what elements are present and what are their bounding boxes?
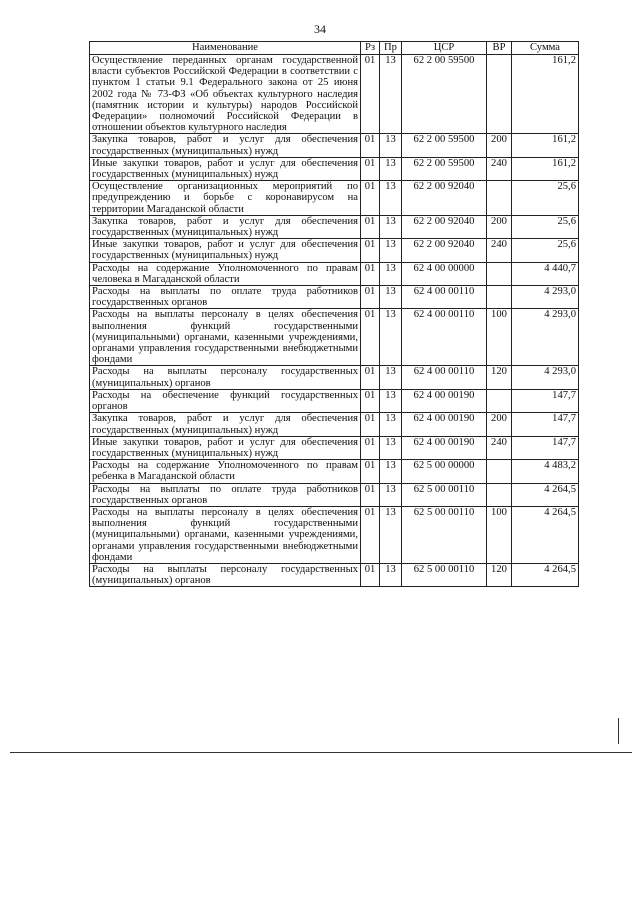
row-name-cell: Расходы на выплаты по оплате труда работников государственных органов xyxy=(90,483,361,506)
row-pr-cell: 13 xyxy=(380,460,402,483)
table-row xyxy=(90,134,579,157)
row-name-cell: Расходы на выплаты по оплате труда работников государственных органов xyxy=(90,286,361,309)
row-pr-cell: 13 xyxy=(380,55,402,134)
row-csr-cell: 62 4 00 00190 xyxy=(402,413,487,436)
row-csr-cell: 62 5 00 00110 xyxy=(402,506,487,563)
table-row xyxy=(90,436,579,459)
row-rz-cell: 01 xyxy=(361,483,380,506)
row-rz-cell: 01 xyxy=(361,389,380,412)
row-name-cell: Расходы на содержание Уполномоченного по правам ребенка в Магаданской области xyxy=(90,460,361,483)
row-vr-cell xyxy=(487,483,512,506)
table-row xyxy=(90,262,579,285)
header-name: Наименование xyxy=(90,42,361,55)
row-pr-cell: 13 xyxy=(380,366,402,389)
row-csr-cell: 62 2 00 92040 xyxy=(402,239,487,262)
row-name-cell: Расходы на выплаты персоналу в целях обеспечения выполнения функций государственными (муниципальными) органами, казенными учреждениями, органами управления государственными внебюджетными фондами xyxy=(90,309,361,366)
page-bottom-line xyxy=(10,752,632,753)
row-sum-cell: 4 264,5 xyxy=(512,483,579,506)
table-row xyxy=(90,215,579,238)
table-header-row xyxy=(90,42,579,55)
row-sum-cell: 4 483,2 xyxy=(512,460,579,483)
row-sum-cell: 25,6 xyxy=(512,239,579,262)
row-vr-cell: 100 xyxy=(487,506,512,563)
row-sum-cell: 4 293,0 xyxy=(512,366,579,389)
row-pr-cell: 13 xyxy=(380,157,402,180)
table-row xyxy=(90,309,579,366)
row-name-cell: Расходы на выплаты персоналу в целях обеспечения выполнения функций государственными (муниципальными) органами, казенными учреждениями, органами управления государственными внебюджетными фондами xyxy=(90,506,361,563)
row-vr-cell: 120 xyxy=(487,366,512,389)
row-vr-cell: 240 xyxy=(487,239,512,262)
header-pr: Пр xyxy=(380,42,402,55)
table-row xyxy=(90,366,579,389)
row-sum-cell: 147,7 xyxy=(512,436,579,459)
row-pr-cell: 13 xyxy=(380,239,402,262)
row-rz-cell: 01 xyxy=(361,436,380,459)
row-csr-cell: 62 5 00 00110 xyxy=(402,483,487,506)
row-name-cell: Расходы на обеспечение функций государственных органов xyxy=(90,389,361,412)
row-rz-cell: 01 xyxy=(361,55,380,134)
row-sum-cell: 4 264,5 xyxy=(512,506,579,563)
row-vr-cell xyxy=(487,389,512,412)
table-body xyxy=(90,55,579,587)
page-number: 34 xyxy=(314,22,326,36)
row-csr-cell: 62 4 00 00110 xyxy=(402,366,487,389)
table-row xyxy=(90,157,579,180)
row-sum-cell: 161,2 xyxy=(512,55,579,134)
row-rz-cell: 01 xyxy=(361,286,380,309)
row-vr-cell: 200 xyxy=(487,413,512,436)
row-vr-cell xyxy=(487,460,512,483)
row-vr-cell: 240 xyxy=(487,436,512,459)
table-row xyxy=(90,563,579,586)
row-pr-cell: 13 xyxy=(380,413,402,436)
row-sum-cell: 4 293,0 xyxy=(512,286,579,309)
row-vr-cell: 120 xyxy=(487,563,512,586)
row-name-cell: Закупка товаров, работ и услуг для обеспечения государственных (муниципальных) нужд xyxy=(90,134,361,157)
row-csr-cell: 62 2 00 59500 xyxy=(402,134,487,157)
row-name-cell: Расходы на выплаты персоналу государственных (муниципальных) органов xyxy=(90,366,361,389)
row-pr-cell: 13 xyxy=(380,181,402,216)
row-pr-cell: 13 xyxy=(380,563,402,586)
row-rz-cell: 01 xyxy=(361,460,380,483)
row-pr-cell: 13 xyxy=(380,286,402,309)
row-rz-cell: 01 xyxy=(361,157,380,180)
row-csr-cell: 62 2 00 92040 xyxy=(402,215,487,238)
row-sum-cell: 161,2 xyxy=(512,134,579,157)
table-row xyxy=(90,286,579,309)
row-csr-cell: 62 5 00 00000 xyxy=(402,460,487,483)
row-sum-cell: 4 293,0 xyxy=(512,309,579,366)
row-sum-cell: 161,2 xyxy=(512,157,579,180)
table-row xyxy=(90,413,579,436)
row-vr-cell xyxy=(487,286,512,309)
row-sum-cell: 147,7 xyxy=(512,413,579,436)
row-sum-cell: 4 440,7 xyxy=(512,262,579,285)
row-rz-cell: 01 xyxy=(361,134,380,157)
table-row xyxy=(90,506,579,563)
row-sum-cell: 4 264,5 xyxy=(512,563,579,586)
row-csr-cell: 62 4 00 00190 xyxy=(402,389,487,412)
table-row xyxy=(90,483,579,506)
row-pr-cell: 13 xyxy=(380,506,402,563)
row-sum-cell: 147,7 xyxy=(512,389,579,412)
row-pr-cell: 13 xyxy=(380,262,402,285)
budget-table xyxy=(89,41,579,587)
row-csr-cell: 62 4 00 00110 xyxy=(402,309,487,366)
header-rz: Рз xyxy=(361,42,380,55)
row-name-cell: Иные закупки товаров, работ и услуг для обеспечения государственных (муниципальных) нужд xyxy=(90,239,361,262)
row-vr-cell: 200 xyxy=(487,134,512,157)
table-row xyxy=(90,239,579,262)
header-csr: ЦСР xyxy=(402,42,487,55)
row-name-cell: Расходы на содержание Уполномоченного по правам человека в Магаданской области xyxy=(90,262,361,285)
row-rz-cell: 01 xyxy=(361,413,380,436)
row-rz-cell: 01 xyxy=(361,262,380,285)
row-rz-cell: 01 xyxy=(361,309,380,366)
row-sum-cell: 25,6 xyxy=(512,215,579,238)
row-vr-cell: 100 xyxy=(487,309,512,366)
row-rz-cell: 01 xyxy=(361,366,380,389)
row-pr-cell: 13 xyxy=(380,309,402,366)
row-vr-cell xyxy=(487,262,512,285)
row-vr-cell xyxy=(487,181,512,216)
table-row xyxy=(90,181,579,216)
row-csr-cell: 62 5 00 00110 xyxy=(402,563,487,586)
table-row xyxy=(90,460,579,483)
row-rz-cell: 01 xyxy=(361,181,380,216)
margin-mark xyxy=(618,718,619,744)
row-csr-cell: 62 2 00 59500 xyxy=(402,157,487,180)
header-vr: ВР xyxy=(487,42,512,55)
row-name-cell: Иные закупки товаров, работ и услуг для обеспечения государственных (муниципальных) нужд xyxy=(90,157,361,180)
row-csr-cell: 62 4 00 00000 xyxy=(402,262,487,285)
row-csr-cell: 62 4 00 00190 xyxy=(402,436,487,459)
row-rz-cell: 01 xyxy=(361,215,380,238)
table-row xyxy=(90,55,579,134)
row-vr-cell: 200 xyxy=(487,215,512,238)
row-vr-cell xyxy=(487,55,512,134)
row-name-cell: Расходы на выплаты персоналу государственных (муниципальных) органов xyxy=(90,563,361,586)
row-name-cell: Иные закупки товаров, работ и услуг для обеспечения государственных (муниципальных) нужд xyxy=(90,436,361,459)
row-pr-cell: 13 xyxy=(380,483,402,506)
header-sum: Сумма xyxy=(512,42,579,55)
row-rz-cell: 01 xyxy=(361,239,380,262)
row-sum-cell: 25,6 xyxy=(512,181,579,216)
row-rz-cell: 01 xyxy=(361,563,380,586)
table-row xyxy=(90,389,579,412)
row-pr-cell: 13 xyxy=(380,215,402,238)
row-csr-cell: 62 2 00 59500 xyxy=(402,55,487,134)
row-rz-cell: 01 xyxy=(361,506,380,563)
row-name-cell: Осуществление организационных мероприятий по предупреждению и борьбе с коронавирусом на территории Магаданской области xyxy=(90,181,361,216)
row-csr-cell: 62 2 00 92040 xyxy=(402,181,487,216)
row-name-cell: Закупка товаров, работ и услуг для обеспечения государственных (муниципальных) нужд xyxy=(90,413,361,436)
row-pr-cell: 13 xyxy=(380,389,402,412)
row-pr-cell: 13 xyxy=(380,134,402,157)
row-csr-cell: 62 4 00 00110 xyxy=(402,286,487,309)
row-vr-cell: 240 xyxy=(487,157,512,180)
row-pr-cell: 13 xyxy=(380,436,402,459)
row-name-cell: Закупка товаров, работ и услуг для обеспечения государственных (муниципальных) нужд xyxy=(90,215,361,238)
row-name-cell: Осуществление переданных органам государственной власти субъектов Российской Федерации в соответствии с пунктом 1 статьи 9.1 Федерального закона от 25 июня 2002 года № 73-ФЗ «Об объектах культурного наследия (памятник истории и культуры) народов Российской Федерации» полномочий Российской Федерации в отношении объектов культурного наследия xyxy=(90,55,361,134)
